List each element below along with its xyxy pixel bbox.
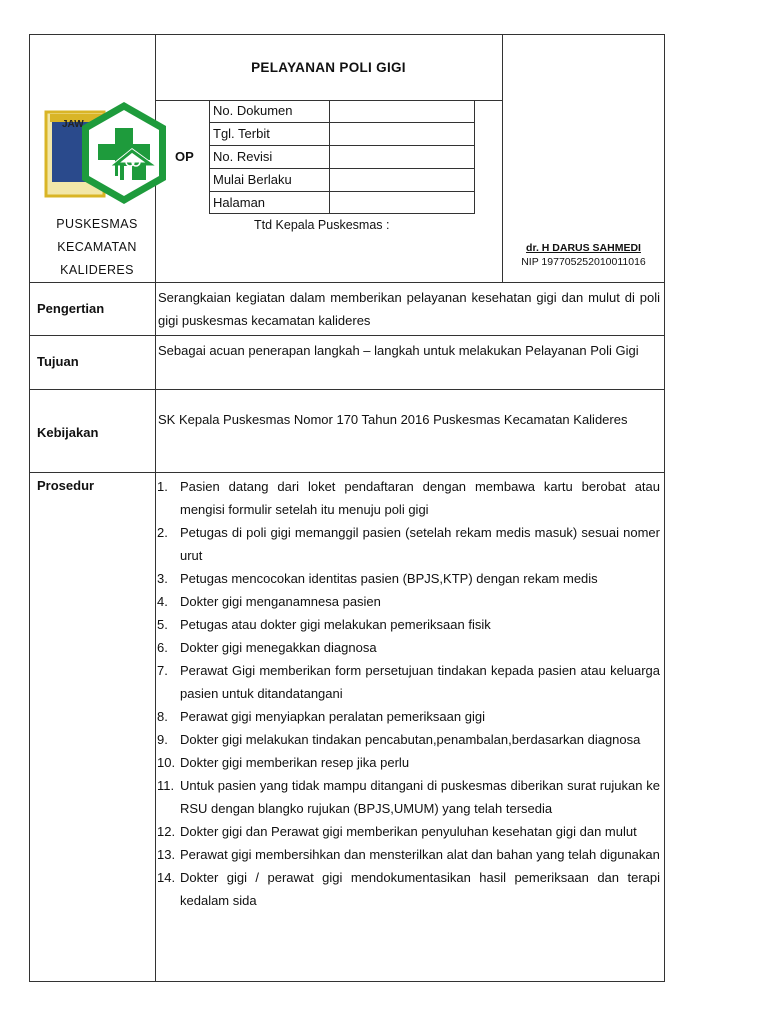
page-title: PELAYANAN POLI GIGI xyxy=(251,60,406,75)
pengertian-label: Pengertian xyxy=(37,301,105,316)
step-text: Dokter gigi melakukan tindakan pencabutan,penambalan,berdasarkan diagnosa xyxy=(180,732,641,747)
doc-field-label-no-revisi: No. Revisi xyxy=(213,149,273,164)
list-item xyxy=(157,843,660,866)
step-text: Perawat Gigi memberikan form persetujuan tindakan kepada pasien atau keluarga pasien untuk ditandatangani xyxy=(180,663,660,701)
step-text: Dokter gigi / perawat gigi mendokumentasikan hasil pemeriksaan dan terapi kedalam sida xyxy=(180,870,660,908)
doc-field-label-mulai-berlaku: Mulai Berlaku xyxy=(213,172,292,187)
step-number: 13. xyxy=(157,847,176,862)
list-item xyxy=(157,751,660,774)
step-number: 2. xyxy=(157,525,168,540)
kebijakan-label: Kebijakan xyxy=(37,425,99,440)
row-divider-tujuan xyxy=(29,389,665,390)
list-item xyxy=(157,820,660,843)
sop-label: OP xyxy=(175,149,194,164)
kebijakan-text: SK Kepala Puskesmas Nomor 170 Tahun 2016 Puskesmas Kecamatan Kalideres xyxy=(158,412,628,427)
row-divider-kebijakan xyxy=(29,472,665,473)
list-item xyxy=(157,705,660,728)
tujuan-text: Sebagai acuan penerapan langkah – langkah untuk melakukan Pelayanan Poli Gigi xyxy=(158,343,639,358)
signature-label: Ttd Kepala Puskesmas : xyxy=(254,218,390,232)
prosedur-list xyxy=(157,475,660,912)
org-line-2: KECAMATAN xyxy=(57,240,137,254)
step-number: 12. xyxy=(157,824,176,839)
doc-field-label-halaman: Halaman xyxy=(213,195,266,210)
org-line-1: PUSKESMAS xyxy=(56,217,138,231)
list-item xyxy=(157,590,660,613)
prosedur-label: Prosedur xyxy=(37,478,95,493)
row-divider-pengertian xyxy=(29,335,665,336)
step-text: Untuk pasien yang tidak mampu ditangani di puskesmas diberikan surat rujukan ke RSU dengan blangko rujukan (BPJS,UMUM) yang telah tersedia xyxy=(180,778,660,816)
step-text: Pasien datang dari loket pendaftaran dengan membawa kartu berobat atau mengisi formulir setelah itu menuju poli gigi xyxy=(180,479,660,517)
step-text: Dokter gigi menegakkan diagnosa xyxy=(180,640,377,655)
logo-back-text: JAW xyxy=(62,119,84,130)
step-number: 11. xyxy=(157,778,175,793)
step-number: 7. xyxy=(157,663,168,678)
doc-field-label-tgl-terbit: Tgl. Terbit xyxy=(213,126,270,141)
list-item xyxy=(157,636,660,659)
step-text: Petugas di poli gigi memanggil pasien (setelah rekam medis masuk) sesuai nomer urut xyxy=(180,525,660,563)
list-item xyxy=(157,521,660,567)
signer-name: dr. H DARUS SAHMEDI xyxy=(526,242,641,254)
step-number: 6. xyxy=(157,640,168,655)
doc-info-table xyxy=(209,100,475,214)
pengertian-text: Serangkaian kegiatan dalam memberikan pelayanan kesehatan gigi dan mulut di poli gigi puskesmas kecamatan kalideres xyxy=(158,290,660,328)
tujuan-label: Tujuan xyxy=(37,354,79,369)
step-number: 14. xyxy=(157,870,176,885)
list-item xyxy=(157,866,660,912)
puskesmas-logo-graphic xyxy=(38,96,170,208)
step-number: 1. xyxy=(157,479,168,494)
step-number: 8. xyxy=(157,709,168,724)
list-item xyxy=(157,613,660,636)
step-text: Petugas atau dokter gigi melakukan pemeriksaan fisik xyxy=(180,617,491,632)
doc-field-label-no-dokumen: No. Dokumen xyxy=(213,103,293,118)
step-text: Petugas mencocokan identitas pasien (BPJS,KTP) dengan rekam medis xyxy=(180,571,598,586)
step-text: Dokter gigi memberikan resep jika perlu xyxy=(180,755,410,770)
step-number: 10. xyxy=(157,755,176,770)
list-item xyxy=(157,774,660,820)
step-text: Perawat gigi menyiapkan peralatan pemeriksaan gigi xyxy=(180,709,485,724)
step-number: 5. xyxy=(157,617,168,632)
step-number: 3. xyxy=(157,571,168,586)
row-divider-header xyxy=(29,282,665,283)
logo xyxy=(38,96,170,208)
step-text: Perawat gigi membersihkan dan mensterilkan alat dan bahan yang telah digunakan xyxy=(180,847,660,862)
step-text: Dokter gigi dan Perawat gigi memberikan penyuluhan kesehatan gigi dan mulut xyxy=(180,824,637,839)
org-line-3: KALIDERES xyxy=(60,263,134,277)
step-number: 4. xyxy=(157,594,168,609)
list-item xyxy=(157,567,660,590)
step-text: Dokter gigi menganamnesa pasien xyxy=(180,594,381,609)
step-number: 9. xyxy=(157,732,168,747)
body-column-divider xyxy=(155,282,156,982)
list-item xyxy=(157,659,660,705)
signer-nip: NIP 197705252010011016 xyxy=(521,256,646,268)
list-item xyxy=(157,475,660,521)
list-item xyxy=(157,728,660,751)
